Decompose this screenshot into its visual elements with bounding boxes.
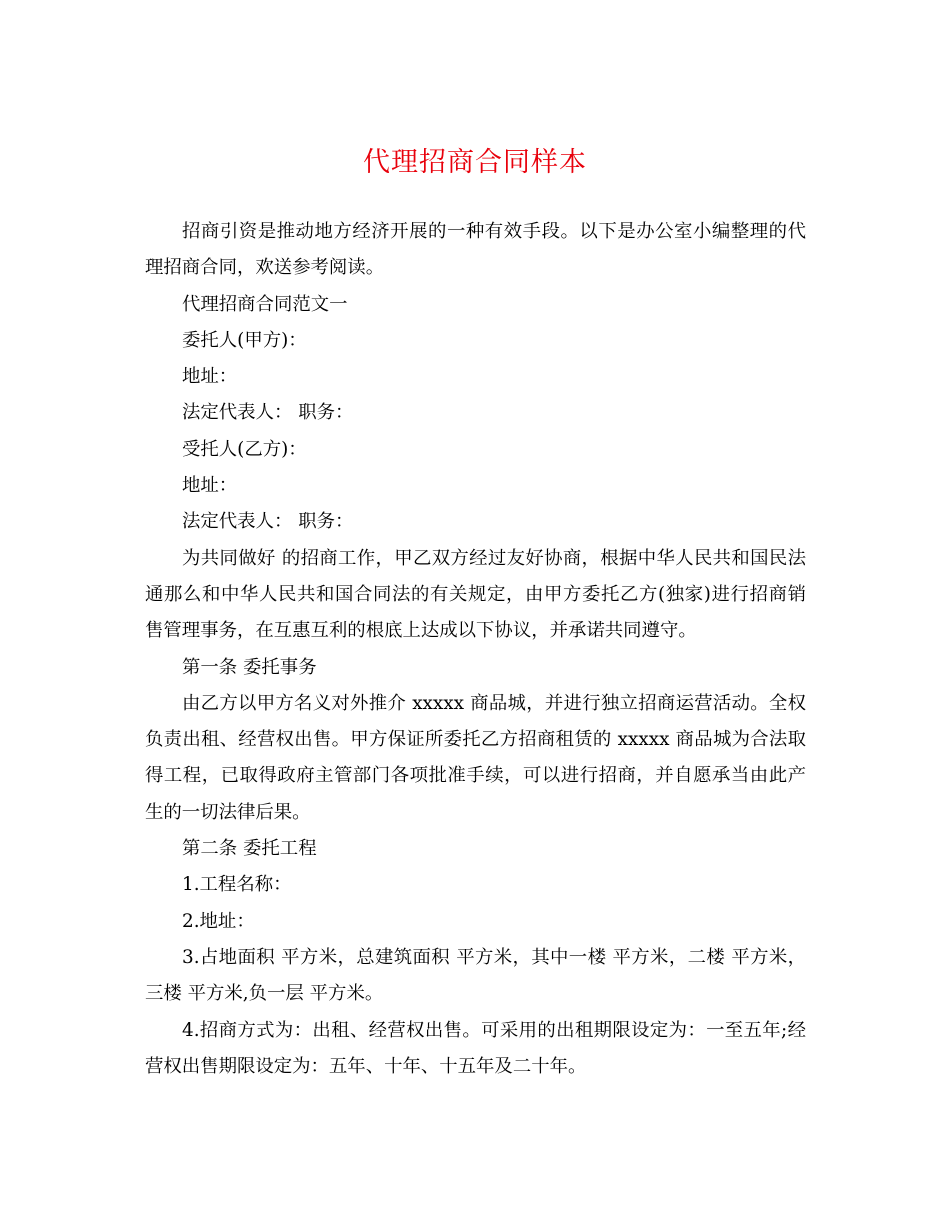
paragraph-line: 由乙方以甲方名义对外推介 xxxxx 商品城，并进行独立招商运营活动。全权 (182, 692, 806, 714)
paragraph (145, 214, 806, 287)
paragraph (145, 867, 806, 903)
paragraph-line: 3.占地面积 平方米，总建筑面积 平方米，其中一楼 平方米，二楼 平方米， (182, 946, 806, 968)
paragraph-line: 地址： (182, 366, 238, 388)
paragraph-line: 受托人(乙方)： (182, 438, 307, 460)
paragraph-line: 代理招商合同范文一 (182, 293, 348, 315)
paragraph (145, 904, 806, 940)
paragraph (145, 650, 806, 686)
paragraph (145, 831, 806, 867)
paragraph-line: 得工程，已取得政府主管部门各项批准手续，可以进行招商，并自愿承当由此产 (145, 765, 806, 787)
paragraph (145, 432, 806, 468)
paragraph (145, 468, 806, 504)
paragraph-line: 第二条 委托工程 (182, 838, 317, 860)
paragraph (145, 541, 806, 650)
paragraph-line: 负责出租、经营权出售。甲方保证所委托乙方招商租赁的 xxxxx 商品城为合法取 (145, 729, 806, 751)
document-body (145, 214, 806, 1085)
paragraph (145, 287, 806, 323)
paragraph-line: 招商引资是推动地方经济开展的一种有效手段。以下是办公室小编整理的代 (182, 221, 806, 242)
paragraph (145, 395, 806, 431)
paragraph (145, 1013, 806, 1086)
paragraph-line: 为共同做好 的招商工作，甲乙双方经过友好协商，根据中华人民共和国民法 (182, 547, 806, 569)
paragraph-line: 通那么和中华人民共和国合同法的有关规定，由甲方委托乙方(独家)进行招商销 (145, 583, 806, 605)
paragraph-line: 营权出售期限设定为：五年、十年、十五年及二十年。 (145, 1055, 587, 1077)
paragraph-line: 1.工程名称： (182, 874, 292, 896)
paragraph (145, 940, 806, 1013)
document-title: 代理招商合同样本 (363, 147, 587, 178)
paragraph-line: 委托人(甲方)： (182, 329, 307, 351)
paragraph (145, 686, 806, 831)
paragraph-line: 理招商合同，欢送参考阅读。 (145, 257, 385, 279)
paragraph (145, 323, 806, 359)
paragraph-line: 生的一切法律后果。 (145, 801, 311, 823)
paragraph-line: 法定代表人： 职务： (182, 402, 354, 424)
paragraph-line: 4.招商方式为：出租、经营权出售。可采用的出租期限设定为：一至五年;经 (182, 1019, 806, 1041)
paragraph-line: 法定代表人： 职务： (182, 511, 354, 533)
paragraph-line: 第一条 委托事务 (182, 656, 317, 678)
paragraph-line: 三楼 平方米,负一层 平方米。 (145, 983, 384, 1005)
paragraph-line: 地址： (182, 475, 238, 497)
paragraph (145, 359, 806, 395)
paragraph-line: 2.地址： (182, 910, 255, 932)
paragraph-line: 售管理事务，在互惠互利的根底上达成以下协议，并承诺共同遵守。 (145, 620, 697, 642)
paragraph (145, 504, 806, 540)
